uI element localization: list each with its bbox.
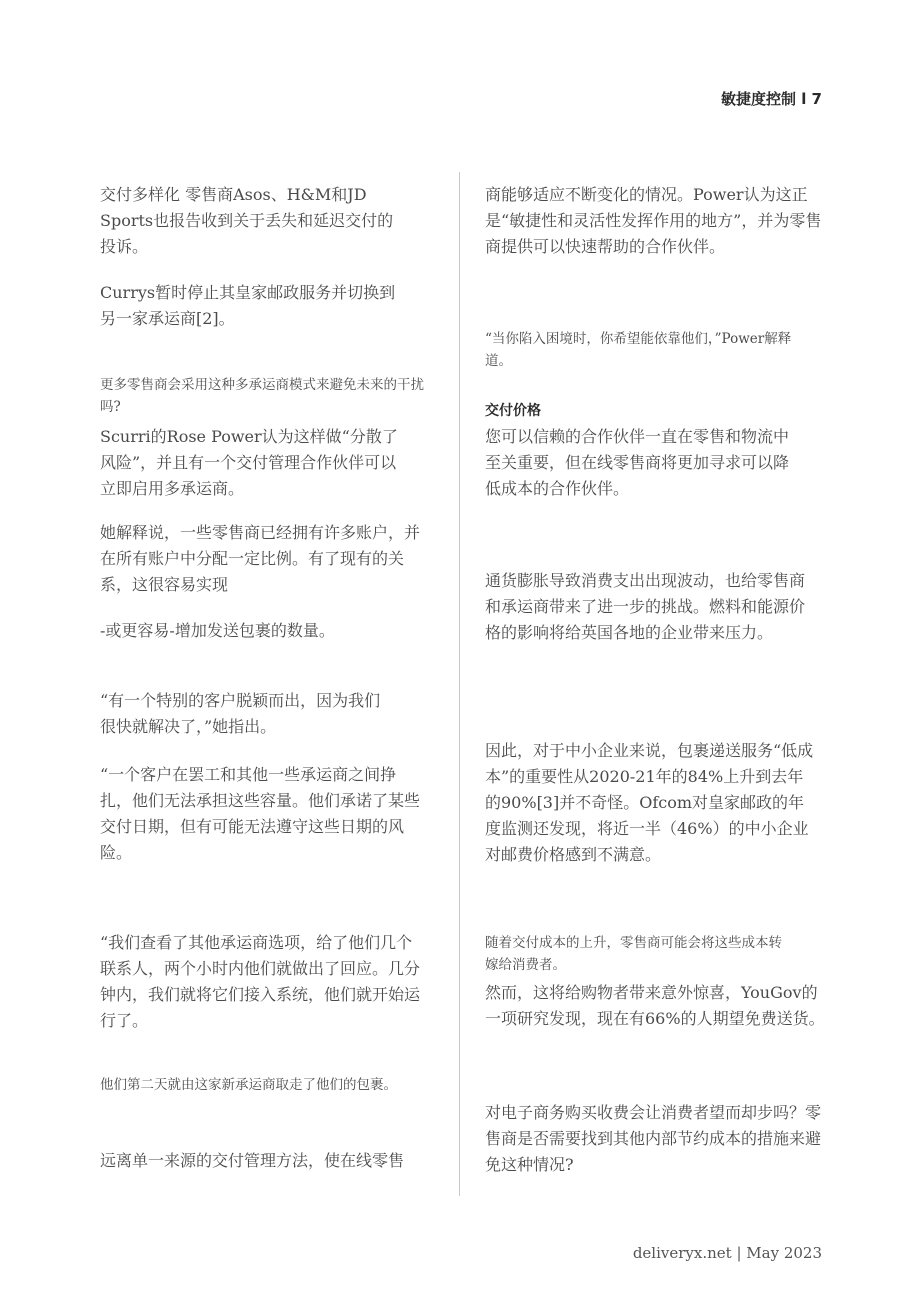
pull-quote: 更多零售商会采用这种多承运商模式来避免未来的干扰吗? [100,377,424,415]
paragraph: 您可以信赖的合作伙伴一直在零售和物流中至关重要，但在线零售商将更加寻求可以降低成本的合作伙伴。 [485,427,790,498]
paragraph: -或更容易-增加发送包裹的数量。 [100,621,335,640]
paragraph: 远离单一来源的交付管理方法，使在线零售 [100,1151,405,1170]
page-header: 敏捷度控制 l 7 [720,90,822,108]
paragraph: 对电子商务购买收费会让消费者望而却步吗？零售商是否需要找到其他内部节约成本的措施来避免这种情况? [485,1103,822,1174]
paragraph: “一个客户在罢工和其他一些承运商之间挣扎，他们无法承担这些容量。他们承诺了某些交付日期，但有可能无法遵守这些日期的风险。 [100,765,421,862]
section-heading: 交付价格 [485,403,541,419]
pull-quote: “当你陷入困境时，你希望能依靠他们，”Power解释道。 [485,331,792,369]
paragraph: 因此，对于中小企业来说，包裹递送服务“低成本”的重要性从2020-21年的84%上升到去年的90%[3]并不奇怪。Ofcom对皇家邮政的年度监测还发现，将近一半（46%）的中小企业对邮费价格感到不满意。 [485,741,814,864]
paragraph: 她解释说，一些零售商已经拥有许多账户，并在所有账户中分配一定比例。有了现有的关系，这很容易实现 [100,523,421,594]
paragraph: 通货膨胀导致消费支出出现波动，也给零售商和承运商带来了进一步的挑战。燃料和能源价格的影响将给英国各地的企业带来压力。 [485,571,806,642]
paragraph: Scurri的Rose Power认为这样做“分散了风险”，并且有一个交付管理合作伙伴可以立即启用多承运商。 [100,427,398,498]
pull-quote: 随着交付成本的上升，零售商可能会将这些成本转嫁给消费者。 [485,935,782,973]
paragraph: 商能够适应不断变化的情况。Power认为这正是“敏捷性和灵活性发挥作用的地方”，并为零售商提供可以快速帮助的合作伙伴。 [485,185,822,256]
paragraph: Currys暂时停止其皇家邮政服务并切换到另一家承运商[2]。 [100,283,396,328]
pull-quote: 他们第二天就由这家新承运商取走了他们的包裹。 [100,1077,397,1093]
paragraph: 交付多样化 零售商Asos、H&M和JD Sports也报告收到关于丢失和延迟交付的投诉。 [100,185,394,256]
paragraph: 然而，这将给购物者带来意外惊喜，YouGov的一项研究发现，现在有66%的人期望免费送货。 [485,983,825,1028]
column-divider [459,172,460,1196]
paragraph: “我们查看了其他承运商选项，给了他们几个联系人，两个小时内他们就做出了回应。几分钟内，我们就将它们接入系统，他们就开始运行了。 [100,933,421,1030]
paragraph: “有一个特别的客户脱颖而出，因为我们很快就解决了，”她指出。 [100,691,381,736]
page-footer: deliveryx.net | May 2023 [632,1244,822,1262]
